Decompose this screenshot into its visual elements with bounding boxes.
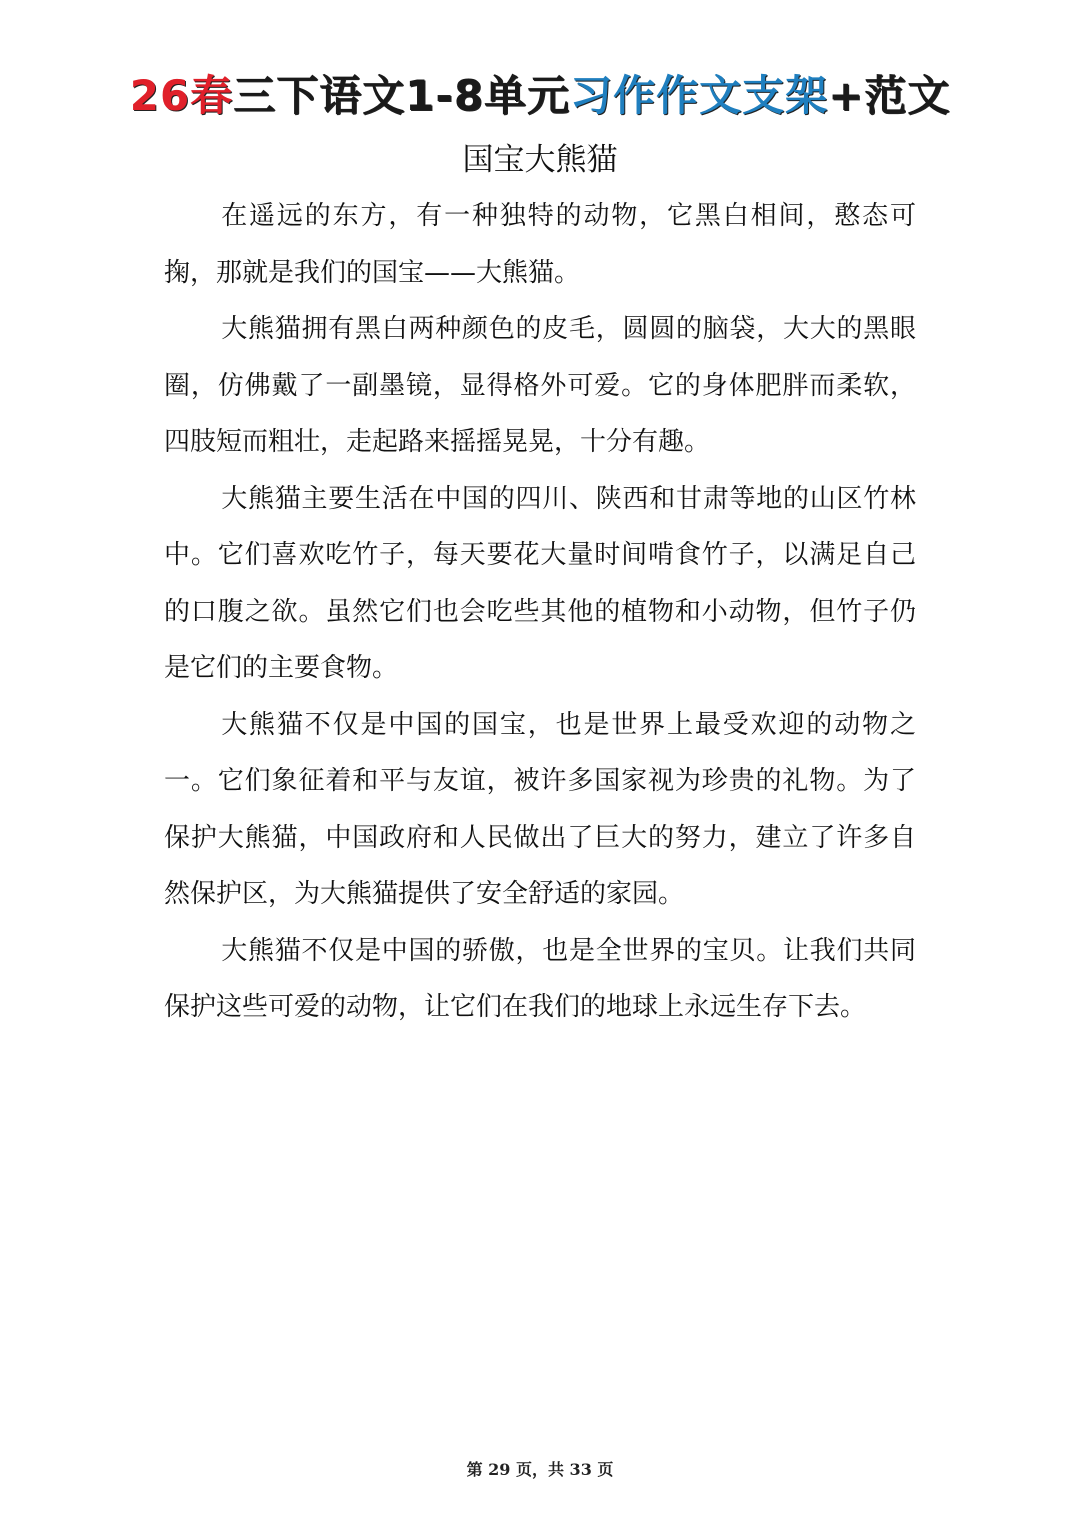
banner-scaffold-label: 习作作文支架 [570,71,829,120]
essay-paragraph-2: 大熊猫拥有黑白两种颜色的皮毛，圆圆的脑袋，大大的黑眼圈，仿佛戴了一副墨镜，显得格外可爱。它的身体肥胖而柔软，四肢短而粗壮，走起路来摇摇晃晃，十分有趣。 [164,314,916,457]
essay-paragraph-3: 大熊猫主要生活在中国的四川、陕西和甘肃等地的山区竹林中。它们喜欢吃竹子，每天要花大量时间啃食竹子，以满足自己的口腹之欲。虽然它们也会吃些其他的植物和小动物，但竹子仍是它们的主要食物。 [164,483,916,683]
banner-sample-label: +范文 [828,71,951,120]
essay-paragraph-1: 在遥远的东方，有一种独特的动物，它黑白相间，憨态可掬，那就是我们的国宝——大熊猫。 [164,201,916,288]
essay-body [164,188,916,1036]
document-banner-title [0,66,1080,126]
banner-year-label: 26春 [129,71,234,120]
banner-grade-unit-label: 三下语文1-8单元 [233,71,571,120]
page-number-footer: 第 29 页，共 33 页 [466,1460,614,1479]
essay-paragraph-5: 大熊猫不仅是中国的骄傲，也是全世界的宝贝。让我们共同保护这些可爱的动物，让它们在我们的地球上永远生存下去。 [164,935,916,1022]
essay-paragraph-4: 大熊猫不仅是中国的国宝，也是世界上最受欢迎的动物之一。它们象征着和平与友谊，被许多国家视为珍贵的礼物。为了保护大熊猫，中国政府和人民做出了巨大的努力，建立了许多自然保护区，为大熊猫提供了安全舒适的家园。 [164,709,916,909]
essay-title: 国宝大熊猫 [462,142,618,178]
